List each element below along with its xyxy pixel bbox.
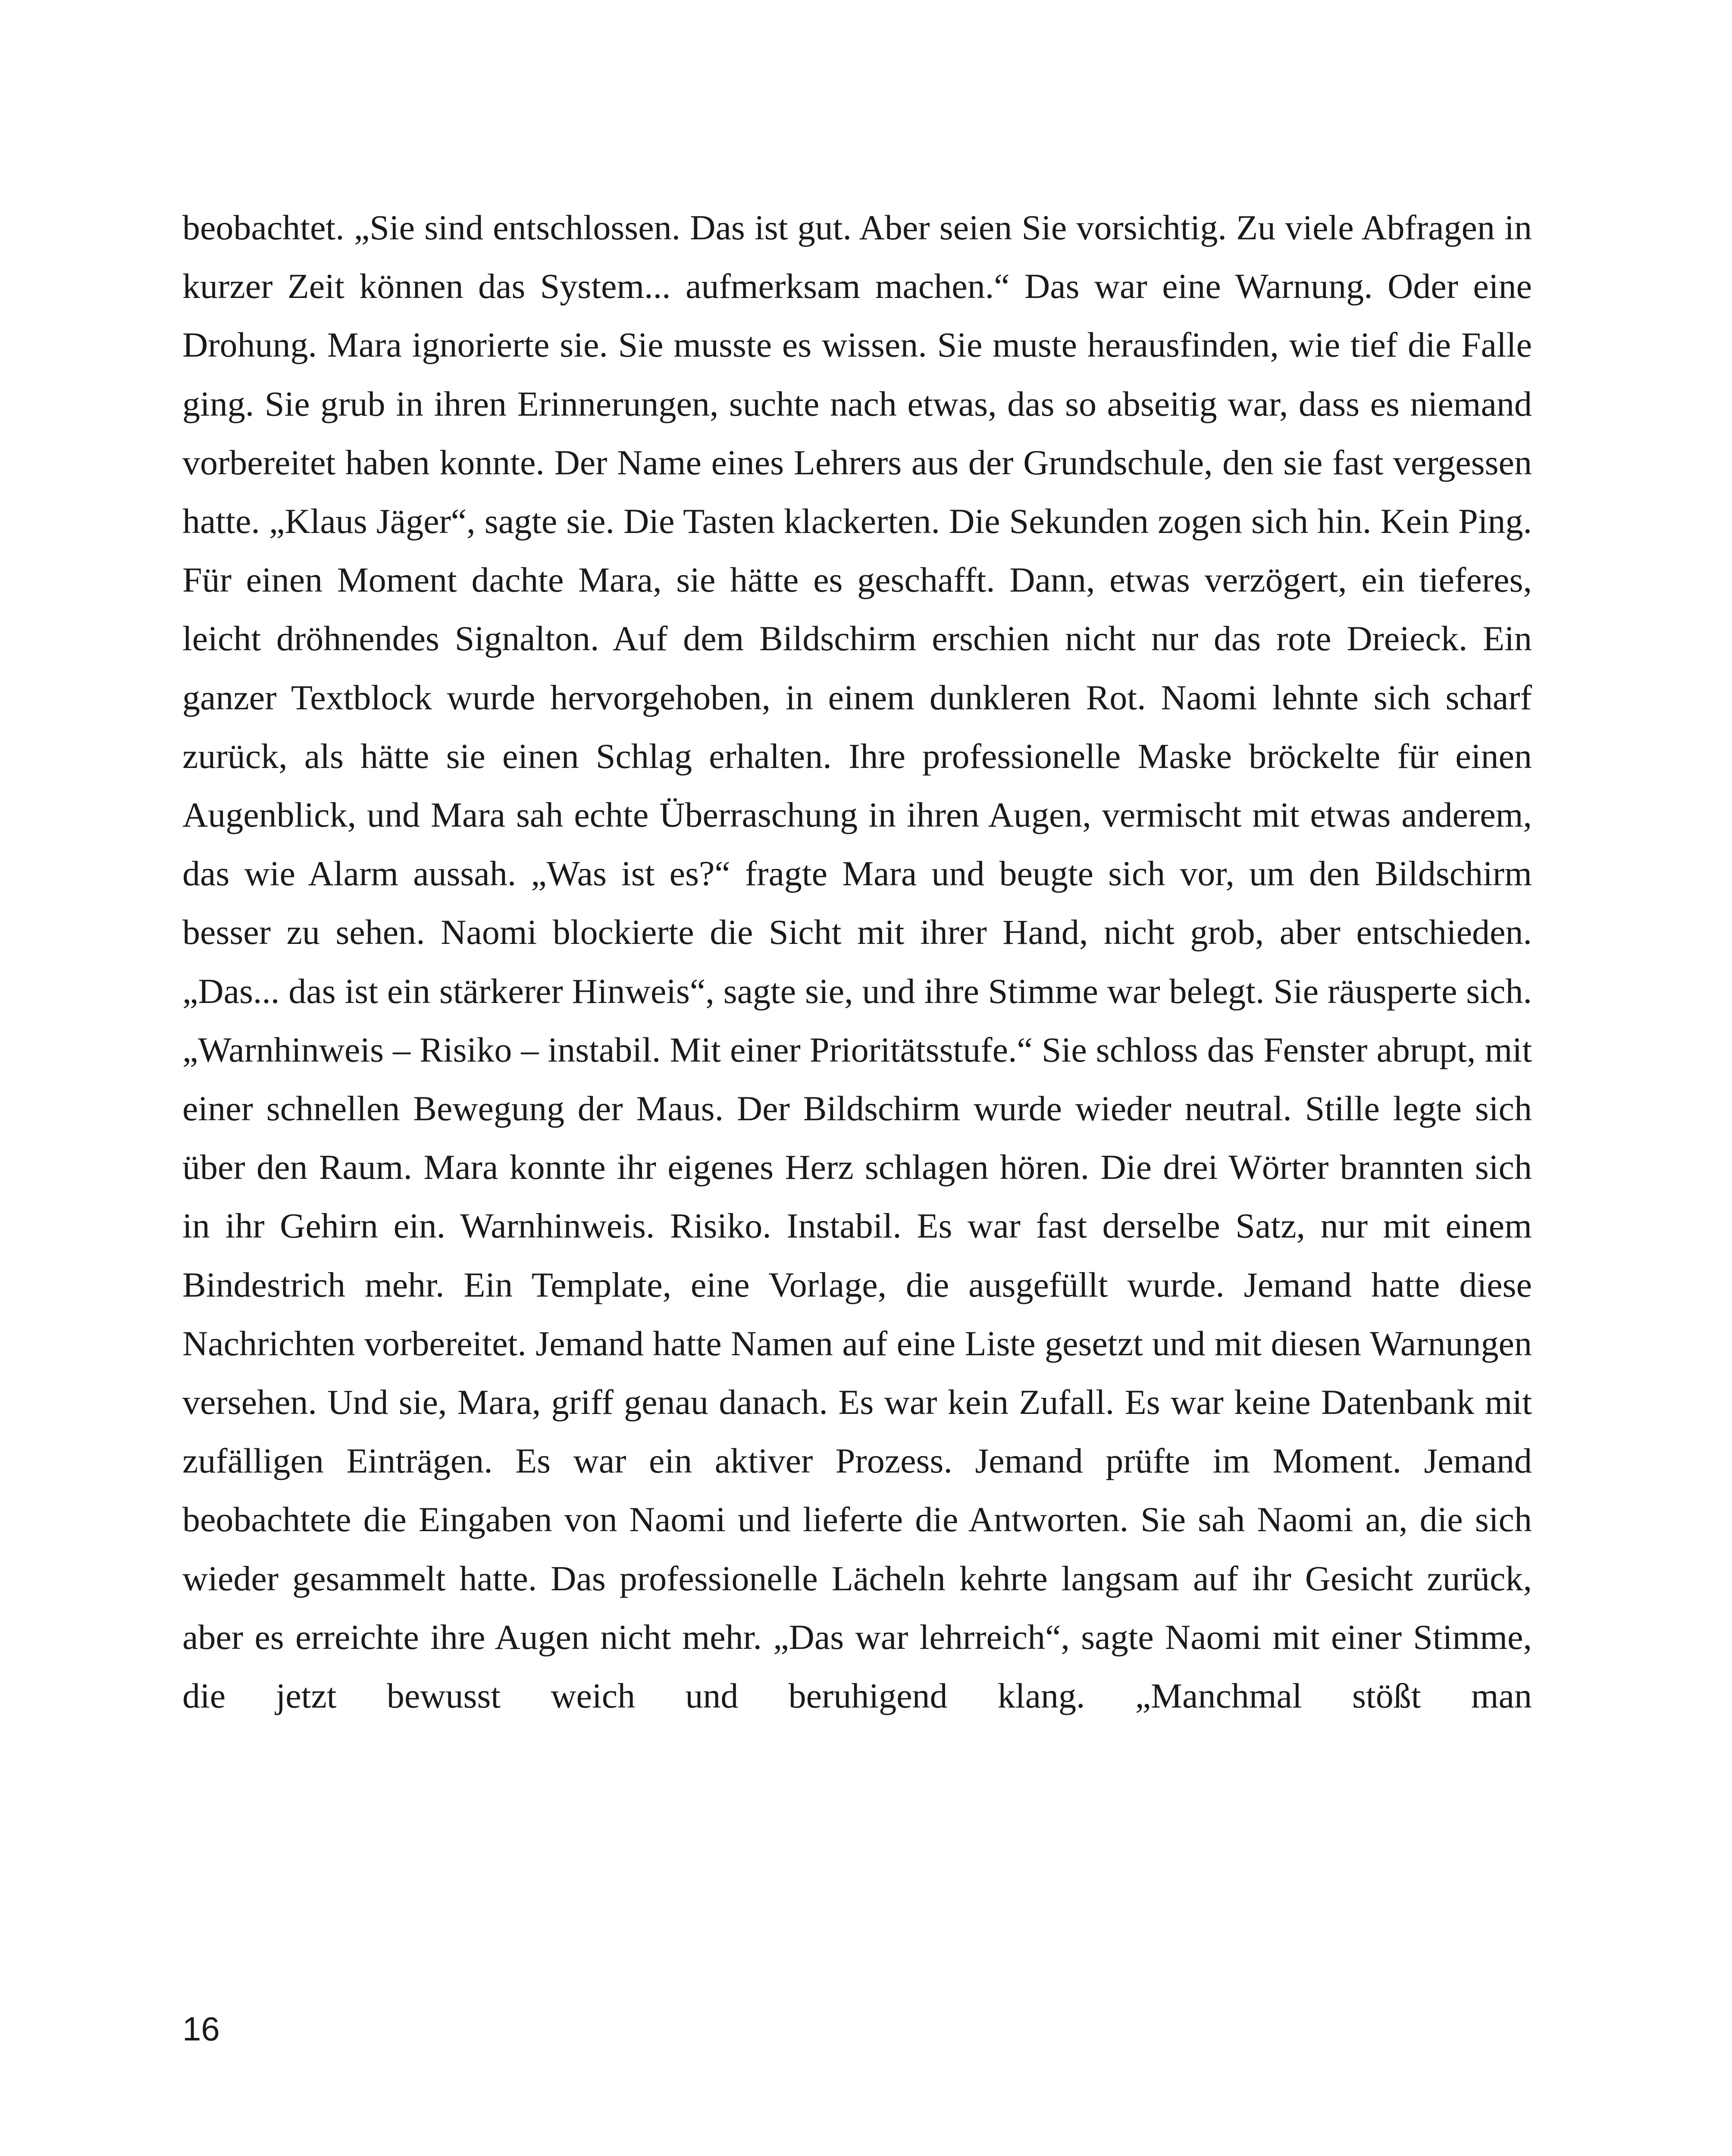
page-number: 16: [182, 2010, 220, 2048]
body-paragraph: beobachtet. „Sie sind entschlossen. Das ist gut. Aber seien Sie vorsichtig. Zu viele Abfragen in kurzer Zeit können das System... aufmerksam machen.“ Das war eine Warnung. Oder eine Drohung. Mara ignorierte sie. Sie musste es wissen. Sie muste herausfinden, wie tief die Falle ging. Sie grub in ihren Erinnerungen, suchte nach etwas, das so abseitig war, dass es niemand vorbereitet haben konnte. Der Name eines Lehrers aus der Grundschule, den sie fast vergessen hatte. „Klaus Jäger“, sagte sie. Die Tasten klackerten. Die Sekunden zogen sich hin. Kein Ping. Für einen Moment dachte Mara, sie hätte es geschafft. Dann, etwas verzögert, ein tieferes, leicht dröhnendes Signalton. Auf dem Bildschirm erschien nicht nur das rote Dreieck. Ein ganzer Textblock wurde hervorgehoben, in einem dunkleren Rot. Naomi lehnte sich scharf zurück, als hätte sie einen Schlag erhalten. Ihre professionelle Maske bröckelte für einen Augenblick, und Mara sah echte Überraschung in ihren Augen, vermischt mit etwas anderem, das wie Alarm aussah. „Was ist es?“ fragte Mara und beugte sich vor, um den Bildschirm besser zu sehen. Naomi blockierte die Sicht mit ihrer Hand, nicht grob, aber entschieden. „Das... das ist ein stärkerer Hinweis“, sagte sie, und ihre Stimme war belegt. Sie räusperte sich. „Warnhinweis – Risiko – instabil. Mit einer Prioritätsstufe.“ Sie schloss das Fenster abrupt, mit einer schnellen Bewegung der Maus. Der Bildschirm wurde wieder neutral. Stille legte sich über den Raum. Mara konnte ihr eigenes Herz schlagen hören. Die drei Wörter brannten sich in ihr Gehirn ein. Warnhinweis. Risiko. Instabil. Es war fast derselbe Satz, nur mit einem Bindestrich mehr. Ein Template, eine Vorlage, die ausgefüllt wurde. Jemand hatte diese Nachrichten vorbereitet. Jemand hatte Namen auf eine Liste gesetzt und mit diesen Warnungen versehen. Und sie, Mara, griff genau danach. Es war kein Zufall. Es war keine Datenbank mit zufälligen Einträgen. Es war ein aktiver Prozess. Jemand prüfte im Moment. Jemand beobachtete die Eingaben von Naomi und lieferte die Antworten. Sie sah Naomi an, die sich wieder gesammelt hatte. Das professionelle Lächeln kehrte langsam auf ihr Gesicht zurück, aber es erreichte ihre Augen nicht mehr. „Das war lehrreich“, sagte Naomi mit einer Stimme, die jetzt bewusst weich und beruhigend klang. „Manchmal stößt man: [182, 208, 1532, 1716]
